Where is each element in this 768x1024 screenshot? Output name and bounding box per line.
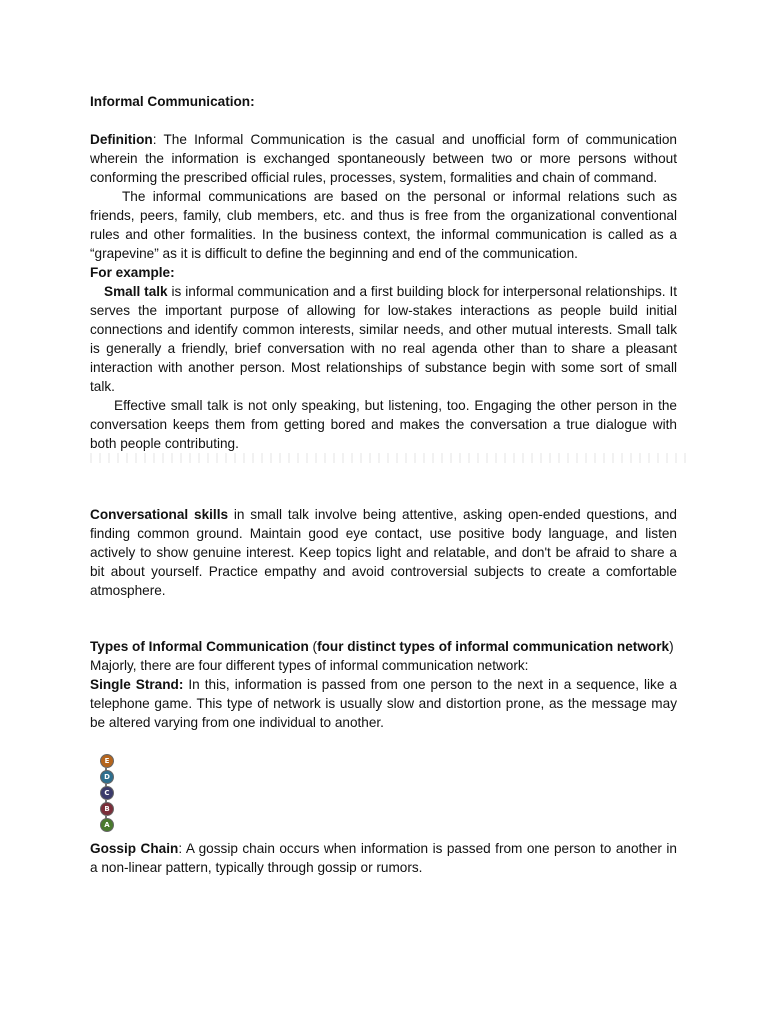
single-strand-paragraph: [90, 675, 677, 732]
relations-paragraph: The informal communications are based on the personal or informal relations such as friends, peers, family, club members, etc. and thus is free from the organizational conventional rules and other formalities. In the business context, the informal communication is called as a “grapevine” as it is difficult to define the beginning and end of the communication.: [90, 189, 677, 261]
small-talk-text: is informal communication and a first building block for interpersonal relationships. It serves the important purpose of allowing for low-stakes interactions as people build initial connections and identify common interests, similar needs, and other mutual interests. Small talk is generally a friendly, brief conversation with no real agenda other than to share a pleasant interaction with another person. Most relationships of substance begin with some sort of small talk.: [90, 284, 677, 394]
effective-paragraph: Effective small talk is not only speaking, but listening, too. Engaging the other person in the conversation keeps them from getting bored and makes the conversation a true dialogue with both people contributing.: [90, 398, 677, 451]
for-example-label: For example:: [90, 265, 175, 280]
chain-node-e: E: [100, 754, 114, 768]
gossip-block: [90, 839, 677, 877]
page-title: Informal Communication:: [90, 94, 255, 109]
single-strand-diagram: [98, 754, 116, 834]
conversational-paragraph: [90, 505, 677, 600]
majorly-paragraph: Majorly, there are four different types of informal communication network:: [90, 658, 529, 673]
chain-node-b: B: [100, 802, 114, 816]
conversational-label: Conversational skills: [90, 507, 229, 522]
types-label: Types of Informal Communication: [90, 639, 309, 654]
small-talk-label: Small talk: [104, 284, 168, 299]
gossip-chain-text: : A gossip chain occurs when information is passed from one person to another in a non-linear pattern, typically through gossip or rumors.: [90, 841, 677, 875]
chain-node-a: A: [100, 818, 114, 832]
chain-node-c: C: [100, 786, 114, 800]
definition-block: [90, 130, 677, 453]
definition-text: : The Informal Communication is the casual and unofficial form of communication wherein the information is exchanged spontaneously between two or more persons without conforming the prescribed official rules, processes, system, formalities and chain of command.: [90, 132, 677, 185]
types-subtitle: four distinct types of informal communication network: [317, 639, 670, 654]
definition-paragraph: [90, 130, 677, 187]
conversational-text: in small talk involve being attentive, asking open-ended questions, and finding common ground. Maintain good eye contact, use positive body language, and listen actively to show genuine interest. Keep topics light and relatable, and don't be afraid to share a bit about yourself. Practice empathy and avoid controversial subjects to create a comfortable atmosphere.: [90, 507, 677, 598]
gossip-chain-label: Gossip Chain: [90, 841, 179, 856]
types-block: [90, 637, 677, 732]
types-heading: Types of Informal Communication (four distinct types of informal communication network): [90, 639, 674, 654]
single-strand-label: Single Strand:: [90, 677, 184, 692]
single-strand-text: In this, information is passed from one person to the next in a sequence, like a telephone game. This type of network is usually slow and distortion prone, as the message may be altered varying from one individual to another.: [90, 677, 677, 730]
chain-node-d: D: [100, 770, 114, 784]
conversational-block: [90, 505, 677, 600]
faded-text-remnant: [90, 453, 690, 463]
heading-block: [90, 92, 677, 111]
definition-label: Definition: [90, 132, 153, 147]
small-talk-paragraph: [90, 282, 677, 396]
gossip-chain-paragraph: [90, 839, 677, 877]
